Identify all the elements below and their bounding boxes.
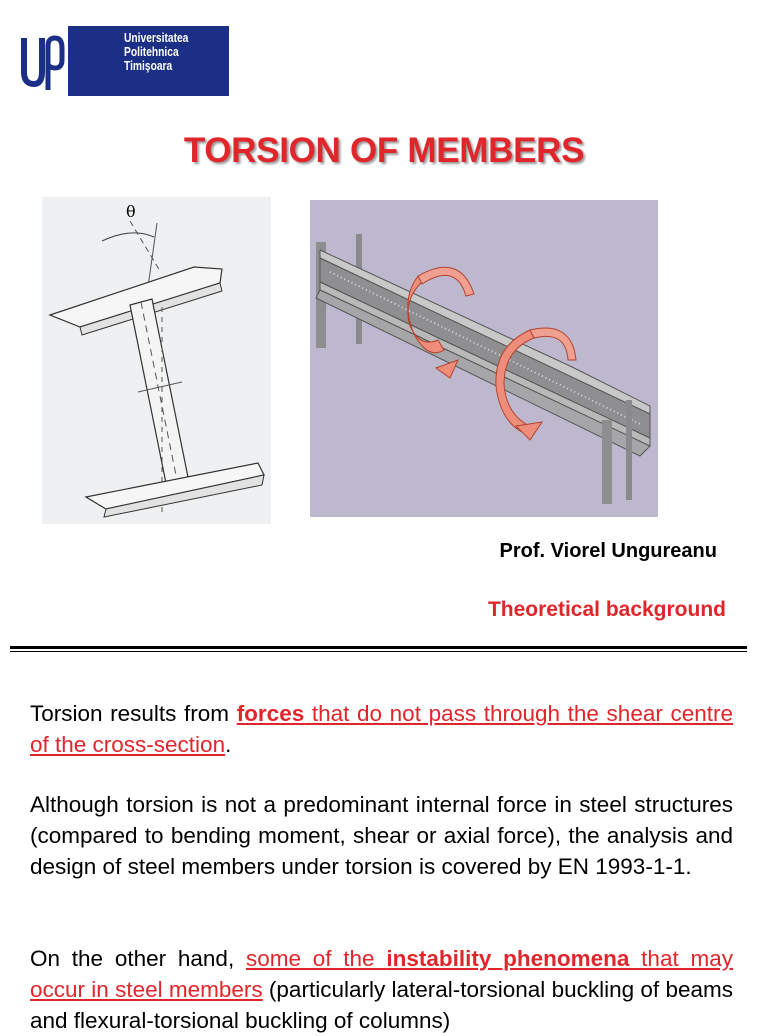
- university-logo: [20, 26, 229, 96]
- upt-mark-icon: [20, 28, 66, 94]
- logo-text-box: [68, 26, 229, 96]
- p3-highlight-instability: instability phenomena: [386, 946, 630, 971]
- paragraph-3: [30, 943, 733, 1036]
- p3-text-end: (particularly lateral-torsional buckling of beams and flexural-torsional buckling of columns): [30, 977, 733, 1033]
- p1-highlight-shear-centre: that do not pass through the shear centre of the cross-section: [30, 701, 734, 757]
- p3-highlight-members: that may occur in steel members: [30, 946, 733, 1002]
- page-title: TORSION OF MEMBERS: [183, 131, 585, 170]
- divider-thin: [10, 651, 747, 652]
- logo-line-1: Universitatea: [124, 31, 189, 45]
- subtitle: Theoretical background: [487, 598, 726, 621]
- divider-thick: [10, 646, 747, 649]
- p1-highlight-forces: forces: [236, 701, 305, 726]
- beam-torsion-figure: [310, 200, 658, 517]
- logo-line-2: Politehnica: [124, 45, 179, 59]
- paragraph-1: [30, 698, 733, 760]
- p3-highlight-some: some of the: [245, 946, 387, 971]
- paragraph-2: Although torsion is not a predominant internal force in steel structures (compared to bending moment, shear or axial force), the analysis and design of steel members under torsion is covered by EN 1993-1-1.: [30, 792, 733, 879]
- p1-text-end: .: [225, 732, 232, 757]
- theta-label: θ: [126, 202, 136, 221]
- author-name: Prof. Viorel Ungureanu: [499, 540, 717, 562]
- logo-line-3: Timişoara: [124, 59, 173, 73]
- p1-text-1: Torsion results from: [30, 701, 237, 726]
- p3-text-1: On the other hand,: [30, 946, 246, 971]
- twisted-i-section-figure: [42, 197, 271, 524]
